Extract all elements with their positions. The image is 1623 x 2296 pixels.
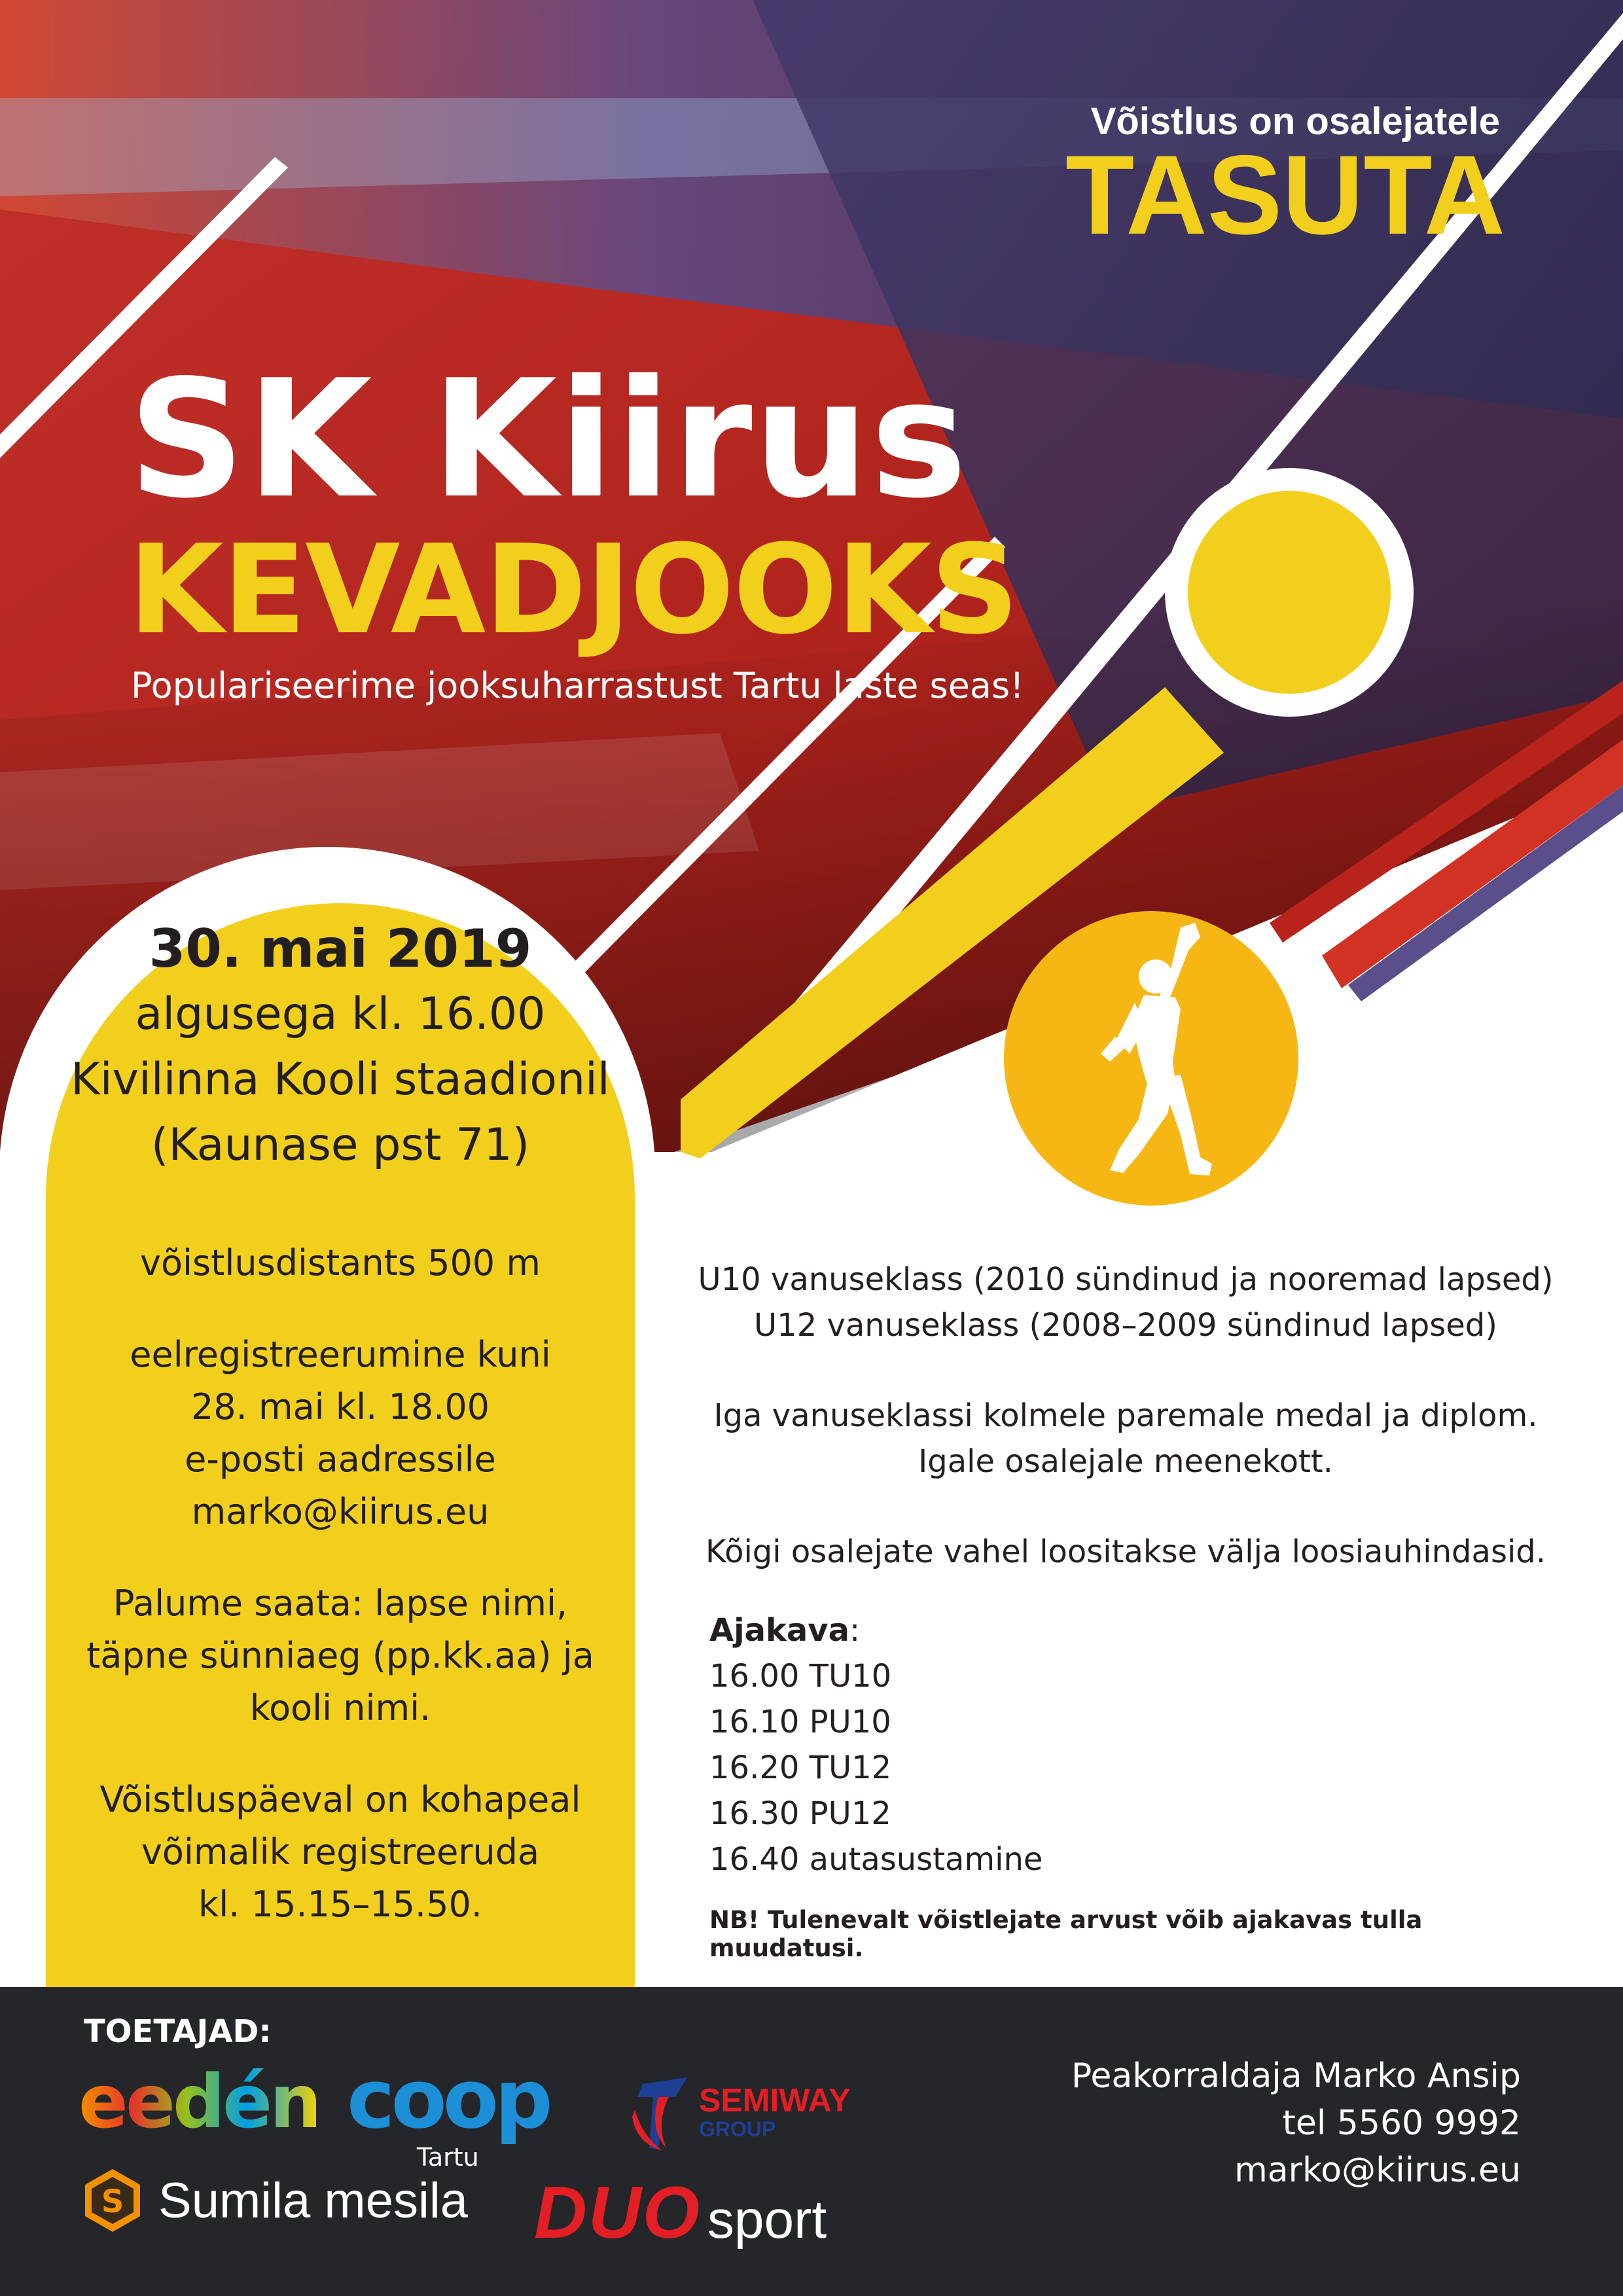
tagline: Populariseerime jooksuharrastust Tartu laste seas! [131,665,1024,706]
semiway-logo [630,2071,891,2156]
schedule-item: 16.00 TU10 [709,1658,892,1695]
semiway-logo-subtext: GROUP [699,2117,776,2141]
eeden-logo [79,2060,319,2145]
free-entry-title: TASUTA [1065,132,1505,258]
schedule-item: 16.10 PU10 [709,1704,891,1740]
prize-line: Iga vanuseklassi kolmele paremale medal ja diplom. [713,1397,1538,1434]
sumila-logo [82,2168,468,2233]
age-class-line: U10 vanuseklass (2010 sündinud ja nooremad lapsed) [698,1261,1554,1298]
event-subtitle: KEVADJOOKS [128,518,1018,662]
event-start-time: algusega kl. 16.00 [135,988,546,1040]
schedule [709,1607,1571,1882]
prize-line: Igale osalejale meenekott. [918,1443,1333,1480]
event-info-panel [46,903,635,1931]
schedule-heading-label: Ajakava [709,1612,849,1649]
event-date: 30. mai 2019 [149,918,532,979]
required-info-line: Palume saata: lapse nimi, [113,1583,568,1624]
organizer-contact [932,2053,1521,2194]
runner-icon [1004,911,1298,1206]
event-venue: Kivilinna Kooli staadionil [71,1054,610,1105]
footer [0,1987,1623,2296]
onsite-line: Võistluspäeval on kohapeal [99,1779,581,1820]
onsite-registration [46,1774,635,1931]
sumila-logo-text: Sumila mesila [158,2172,469,2229]
coop-logo-subtitle: Tartu [416,2143,479,2172]
schedule-item: 16.40 autasustamine [709,1841,1043,1878]
lottery-text: Kõigi osalejate vahel loositakse välja loosiauhindasid. [705,1534,1546,1570]
registration-email-link[interactable]: marko@kiirus.eu [191,1491,490,1532]
duo-logo-subtext: sport [707,2190,827,2250]
event-address: (Kaunase pst 71) [151,1119,530,1171]
sumila-logo-mark: S [101,2183,124,2220]
event-details [681,1257,1571,1962]
required-info-line: kooli nimi. [249,1687,431,1729]
event-title: SK Kiirus [128,346,969,534]
schedule-heading [709,1607,1571,1653]
registration-line: eelregistreerumine kuni [130,1334,551,1375]
semiway-logo-text: SEMIWAY [699,2082,851,2119]
duo-logo-text: DUO [534,2172,701,2253]
registration-line: 28. mai kl. 18.00 [190,1386,490,1427]
organizer-email-link[interactable]: marko@kiirus.eu [1234,2151,1521,2190]
organizer-phone[interactable]: tel 5560 9992 [1282,2104,1521,2143]
required-info-line: täpne sünniaeg (pp.kk.aa) ja [86,1635,594,1676]
organizer-name: Peakorraldaja Marko Ansip [1071,2056,1521,2096]
hexagon-icon [82,2168,143,2233]
race-distance: võistlusdistants 500 m [140,1242,541,1283]
required-info [46,1577,635,1734]
onsite-line: võimalik registreeruda [141,1831,540,1873]
duo-sport-logo [534,2170,827,2255]
coop-logo [347,2053,549,2172]
registration-line: e-posti aadressile [185,1439,496,1480]
coop-logo-text: coop [347,2053,549,2147]
schedule-note: NB! Tulenevalt võistlejate arvust võib ajakavas tulla muudatusi. [709,1906,1423,1962]
schedule-item: 16.20 TU12 [709,1749,892,1786]
schedule-item: 16.30 PU12 [709,1795,891,1832]
eeden-logo-text: eedén [79,2060,319,2145]
onsite-line: kl. 15.15–15.50. [198,1884,482,1925]
free-entry-label: Võistlus on osalejatele [1090,100,1500,143]
sponsors-label: TOETAJAD: [84,2013,272,2050]
schedule-heading-colon: : [849,1612,861,1649]
pre-registration [46,1329,635,1538]
age-class-line: U12 vanuseklass (2008–2009 sündinud lapsed) [754,1307,1497,1344]
